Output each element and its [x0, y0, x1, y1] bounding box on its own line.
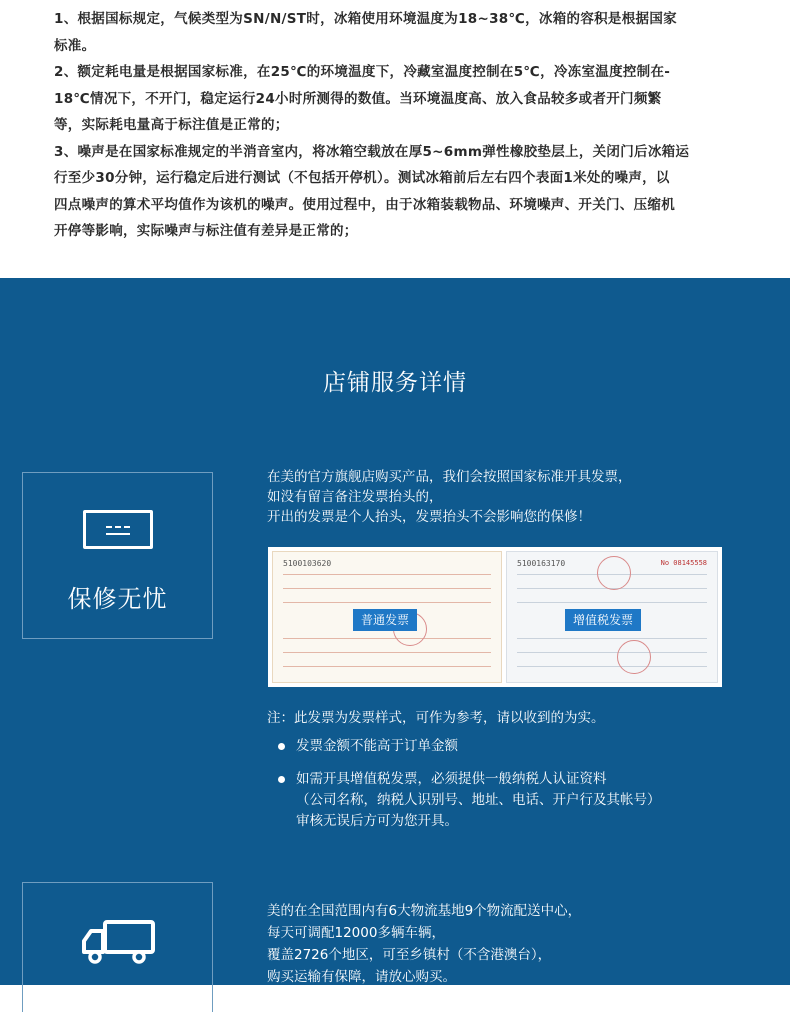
- truck-icon: [81, 919, 157, 965]
- note-line: 1、根据国标规定，气候类型为SN/N/ST时，冰箱使用环境温度为18~38℃，冰箱的容积是根据国家: [54, 11, 677, 27]
- warranty-description: [267, 467, 632, 527]
- bullet-text: 如需开具增值税发票，必须提供一般纳税人认证资料: [296, 771, 607, 787]
- product-notes: [0, 0, 790, 278]
- invoice-vat-label: 增值税发票: [565, 609, 641, 631]
- invoice-code: No 08145558: [660, 559, 707, 567]
- warranty-text-line: 在美的官方旗舰店购买产品，我们会按照国家标准开具发票，: [267, 469, 632, 485]
- note-line: 18℃情况下，不开门，稳定运行24小时所测得的数值。当环境温度高、放入食品较多或者开门频繁: [54, 90, 662, 107]
- service-title: 店铺服务详情: [323, 370, 467, 396]
- logistics-text-line: 购买运输有保障，请放心购买。: [267, 969, 456, 985]
- list-item: [276, 769, 661, 832]
- warranty-text-line: 开出的发票是个人抬头，发票抬头不会影响您的保修！: [267, 509, 591, 525]
- note-line: 标准。: [54, 37, 96, 54]
- invoice-rules: [276, 736, 661, 832]
- note-line: 2、额定耗电量是根据国家标准，在25℃的环境温度下，冷藏室温度控制在5℃，冷冻室温度控制在-: [54, 64, 671, 80]
- logistics-text-line: 覆盖2726个地区，可至乡镇村（不含港澳台），: [267, 947, 552, 963]
- logistics-text-line: 美的在全国范围内有6大物流基地9个物流配送中心，: [267, 903, 582, 919]
- note-line: 等，实际耗电量高于标注值是正常的；: [54, 117, 289, 133]
- note-line: 行至少30分钟，运行稳定后进行测试（不包括开停机）。测试冰箱前后左右四个表面1米处的噪声，以: [54, 170, 670, 186]
- bullet-text: 发票金额不能高于订单金额: [296, 738, 458, 754]
- invoice-normal-image: [272, 551, 502, 683]
- bullet-text: 审核无误后方可为您开具。: [296, 813, 458, 829]
- note-line: 四点噪声的算术平均值作为该机的噪声。使用过程中，由于冰箱装载物品、环境噪声、开关门、压缩机: [54, 196, 675, 213]
- invoice-note: 注：此发票为发票样式，可作为参考，请以收到的为实。: [267, 710, 605, 726]
- bullet-icon: [278, 776, 285, 783]
- note-line: 开停等影响，实际噪声与标注值有差异是正常的；: [54, 223, 358, 239]
- service-section: [0, 278, 790, 985]
- invoice-vat-image: [506, 551, 718, 683]
- invoice-samples: [268, 547, 722, 687]
- invoice-number: 5100103620: [283, 559, 332, 568]
- bullet-icon: [278, 743, 285, 750]
- warranty-box: [22, 472, 213, 639]
- warranty-label: 保修无忧: [67, 585, 168, 613]
- logistics-text-line: 每天可调配12000多辆车辆，: [267, 925, 445, 941]
- logistics-box: [22, 882, 213, 1012]
- invoice-normal-label: 普通发票: [353, 609, 417, 631]
- note-line: 3、噪声是在国家标准规定的半消音室内，将冰箱空载放在厚5~6mm弹性橡胶垫层上，关闭门后冰箱运: [54, 143, 690, 160]
- bullet-text: （公司名称，纳税人识别号、地址、电话、开户行及其帐号）: [296, 792, 661, 808]
- warranty-text-line: 如没有留言备注发票抬头的，: [267, 489, 443, 505]
- card-icon: [83, 510, 153, 549]
- invoice-number: 5100163170: [517, 559, 566, 568]
- logistics-description: [267, 900, 581, 988]
- list-item: [276, 736, 661, 757]
